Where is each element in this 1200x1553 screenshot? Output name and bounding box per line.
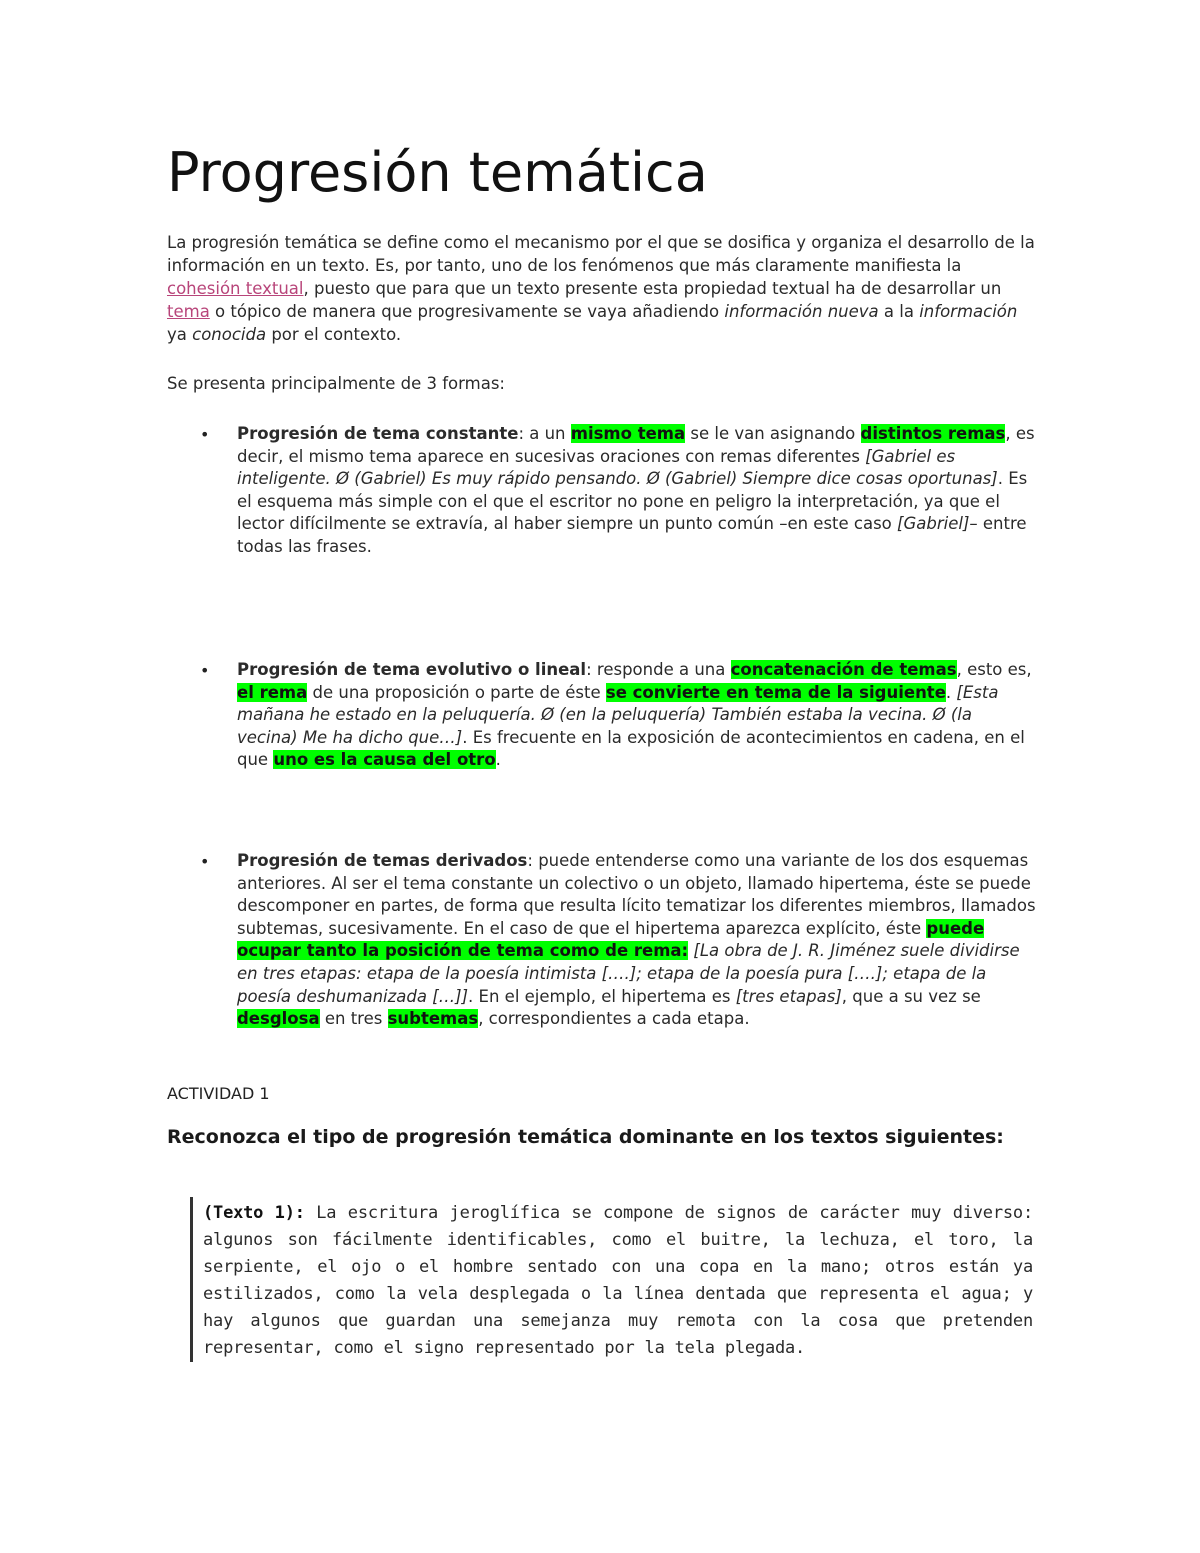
highlight: concatenación de temas xyxy=(730,660,957,679)
intro-italic: conocida xyxy=(192,325,267,344)
item-example: [Esta mañana he estado en la peluquería. Ø (en la peluquería) También estaba la vecina. Ø (la vecina) Me ha dicho que…] xyxy=(237,682,999,747)
bullet-icon: • xyxy=(200,661,210,680)
intro-text: ya xyxy=(167,325,193,344)
highlight: subtemas xyxy=(387,1009,479,1029)
item-title: Progresión de tema evolutivo o lineal xyxy=(237,660,587,679)
intro-text: a la xyxy=(878,302,920,321)
item-title: Progresión de temas derivados xyxy=(237,851,528,870)
item-text: . En el ejemplo, el hipertema es xyxy=(468,986,736,1006)
intro-text: La progresión temática se define como el mecanismo por el que se dosifica y organiza el desarrollo de la información en un texto. Es, por tanto, uno de los fenómenos que más claramente manifiesta la xyxy=(167,233,1035,275)
intro-text: , puesto que para que un texto presente esta propiedad textual ha de desarrollar un xyxy=(303,279,1002,298)
list-item-tema-constante xyxy=(237,423,1037,559)
list-item-tema-evolutivo xyxy=(237,659,1037,772)
highlight: distintos remas xyxy=(860,424,1006,443)
text-1-quote xyxy=(203,1200,1033,1362)
activity-label: ACTIVIDAD 1 xyxy=(167,1084,270,1103)
item-text: se le van asignando xyxy=(685,424,861,443)
highlight: desglosa xyxy=(237,1009,320,1029)
item-text: : puede entenderse como una variante de los dos esquemas anteriores. Al ser el tema constante un colectivo o un objeto, llamado hipertema, éste se puede descomponer en partes, de forma que resulta lícito tematizar los diferentes miembros, llamados subtemas, sucesivamente. En el caso de que el hipertema aparezca explícito, éste xyxy=(237,851,1036,938)
text-1-label: (Texto 1): xyxy=(203,1203,305,1223)
item-text: . xyxy=(945,682,957,702)
intro-italic: información nueva xyxy=(724,302,879,321)
link-cohesion-textual[interactable]: cohesión textual xyxy=(167,279,304,298)
item-text: . Es el esquema más simple con el que el escritor no pone en peligro la interpretación, ya que el lector difícilmente se extravía, al haber siempre un punto común –en este caso xyxy=(237,469,1028,534)
highlight: se convierte en tema de la siguiente xyxy=(605,682,946,702)
item-text: : responde a una xyxy=(586,660,731,679)
page-title: Progresión temática xyxy=(167,141,708,204)
item-text: : a un xyxy=(518,424,571,443)
item-text: , correspondientes a cada etapa. xyxy=(478,1009,750,1029)
activity-question: Reconozca el tipo de progresión temática dominante en los textos siguientes: xyxy=(167,1126,1004,1148)
intro-text: o tópico de manera que progresivamente se vaya añadiendo xyxy=(209,302,725,321)
intro-paragraph xyxy=(167,231,1037,346)
item-text: . Es frecuente en la exposición de acontecimientos en cadena, en el que xyxy=(237,727,1025,770)
item-text: de una proposición o parte de éste xyxy=(307,682,606,702)
item-example: [Gabriel es inteligente. Ø (Gabriel) Es muy rápido pensando. Ø (Gabriel) Siempre dice cosas oportunas] xyxy=(237,446,998,489)
item-text: – entre todas las frases. xyxy=(237,514,1027,556)
text-1-body: La escritura jeroglífica se compone de signos de carácter muy diverso: algunos son fácilmente identificables, como el buitre, la lechuza, el toro, la serpiente, el ojo o el hombre sentado con una copa en la mano; otros están ya estilizados, como la vela desplegada o la línea dentada que representa el agua; y hay algunos que guardan una semejanza muy remota con la cosa que pretenden representar, como el signo representado por la tela plegada. xyxy=(203,1203,1033,1358)
intro-italic: información xyxy=(919,302,1018,321)
item-text: . xyxy=(495,750,501,770)
quote-border xyxy=(190,1197,193,1362)
item-example: [Gabriel] xyxy=(897,514,970,534)
highlight: el rema xyxy=(237,682,308,702)
item-text: , que a su vez se xyxy=(841,986,981,1006)
highlight: mismo tema xyxy=(570,424,686,443)
list-item-temas-derivados xyxy=(237,850,1037,1031)
bullet-icon: • xyxy=(200,852,210,871)
bullet-icon: • xyxy=(200,425,210,444)
item-text: en tres xyxy=(319,1009,388,1029)
item-text: , esto es, xyxy=(956,660,1032,679)
highlight: puede ocupar tanto la posición de tema como de rema: xyxy=(237,918,985,961)
link-tema[interactable]: tema xyxy=(167,302,210,321)
highlight: uno es la causa del otro xyxy=(273,750,496,770)
item-example: [tres etapas] xyxy=(735,986,842,1006)
forms-intro: Se presenta principalmente de 3 formas: xyxy=(167,374,505,393)
item-title: Progresión de tema constante xyxy=(237,424,519,443)
item-text: , es decir, el mismo tema aparece en sucesivas oraciones con remas diferentes xyxy=(237,424,1035,466)
intro-text: por el contexto. xyxy=(266,325,402,344)
item-example: [La obra de J. R. Jiménez suele dividirse en tres etapas: etapa de la poesía intimista [….]; etapa de la poesía pura [….]; etapa de la poesía deshumanizada […]] xyxy=(237,941,1020,1006)
